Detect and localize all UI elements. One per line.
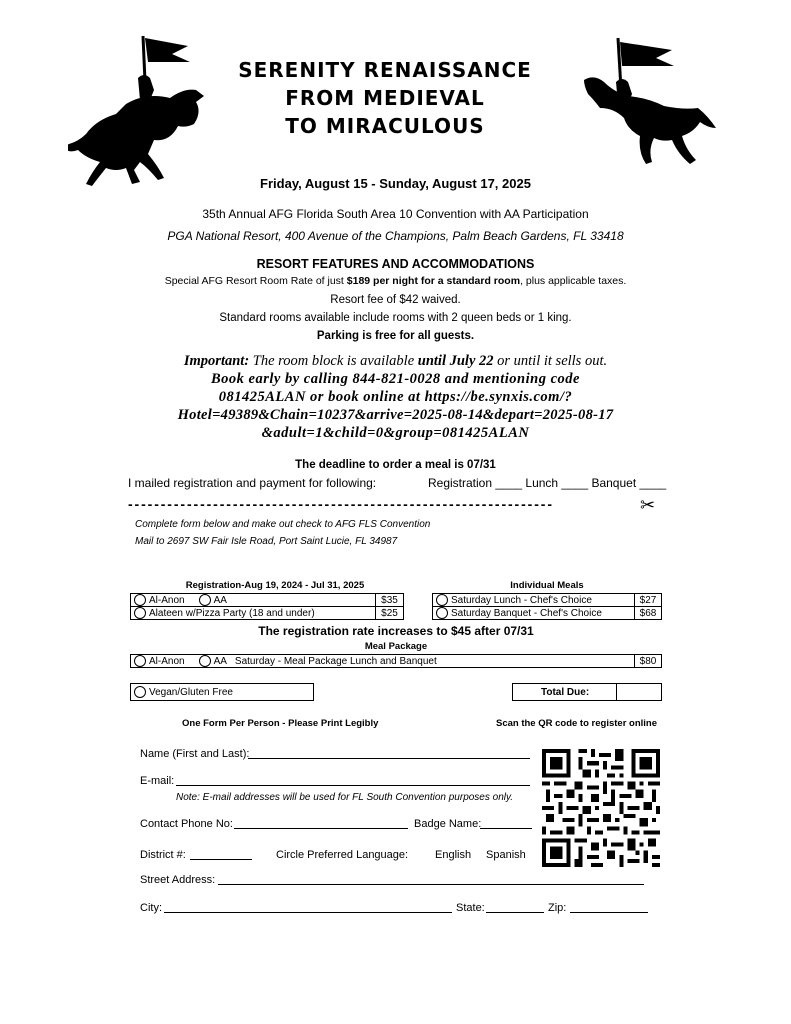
form-note: One Form Per Person - Please Print Legibly xyxy=(182,718,379,729)
package-option-al-anon: Al-Anon xyxy=(149,655,185,667)
important-line-3: 081425ALAN or book online at https://be.synxis.com/? xyxy=(218,389,573,405)
package-label: Saturday - Meal Package Lunch and Banquet xyxy=(234,655,437,667)
radio-alateen[interactable] xyxy=(134,607,146,619)
event-dates: Friday, August 15 - Sunday, August 17, 2025 xyxy=(260,176,531,191)
knight-left-image xyxy=(68,34,210,194)
registration-row-2 xyxy=(130,606,404,620)
important-until: until July 22 xyxy=(417,353,494,369)
title-line-3: TO MIRACULOUS xyxy=(285,114,485,138)
option-alateen: Alateen w/Pizza Party (18 and under) xyxy=(149,607,315,619)
district-label: District #: xyxy=(140,849,186,861)
registration-heading: Registration-Aug 19, 2024 - Jul 31, 2025 xyxy=(185,580,365,591)
city-field[interactable] xyxy=(164,912,452,913)
radio-al-anon[interactable] xyxy=(134,594,146,606)
email-note: Note: E-mail addresses will be used for FL South Convention purposes only. xyxy=(176,792,514,803)
qr-note: Scan the QR code to register online xyxy=(496,718,658,729)
meal-package-row xyxy=(130,654,662,668)
meal-row-lunch xyxy=(432,593,662,607)
radio-aa[interactable] xyxy=(199,594,211,606)
scissors-icon: ✂ xyxy=(640,495,656,515)
important-line-4: Hotel=49389&Chain=10237&arrive=2025-08-14&depart=2025-08-17 xyxy=(177,407,614,423)
option-aa: AA xyxy=(213,594,227,606)
rate-pre: Special AFG Resort Room Rate of just xyxy=(164,275,347,287)
vegan-label: Vegan/Gluten Free xyxy=(149,686,233,698)
total-due-box xyxy=(512,683,662,701)
vegan-option xyxy=(130,683,314,701)
option-al-anon: Al-Anon xyxy=(149,594,185,606)
name-label: Name (First and Last): xyxy=(140,748,250,760)
radio-lunch[interactable] xyxy=(436,594,448,606)
meals-heading: Individual Meals xyxy=(510,580,584,591)
mail-instructions-2: Mail to 2697 SW Fair Isle Road, Port Saint Lucie, FL 34987 xyxy=(135,536,398,547)
event-venue: PGA National Resort, 400 Avenue of the Champions, Palm Beach Gardens, FL 33418 xyxy=(167,229,624,243)
phone-field[interactable] xyxy=(234,828,408,829)
rate-post: , plus applicable taxes. xyxy=(520,275,627,287)
event-subtitle: 35th Annual AFG Florida South Area 10 Convention with AA Participation xyxy=(202,207,589,221)
rate-increase-note: The registration rate increases to $45 after 07/31 xyxy=(258,624,534,638)
state-field[interactable] xyxy=(486,912,544,913)
mail-instructions-1: Complete form below and make out check to AFG FLS Convention xyxy=(135,519,431,530)
important-line-5: &adult=1&child=0&group=081425ALAN xyxy=(261,425,530,441)
important-line-1 xyxy=(0,352,791,370)
total-due-label: Total Due: xyxy=(541,686,590,698)
price-cell: $25 xyxy=(375,607,403,619)
radio-banquet[interactable] xyxy=(436,607,448,619)
resort-rate xyxy=(0,275,791,287)
zip-field[interactable] xyxy=(570,912,648,913)
badge-label: Badge Name: xyxy=(414,818,482,830)
important-text1: The room block is available xyxy=(249,353,418,369)
rate-bold: $189 per night for a standard room xyxy=(346,275,521,287)
important-text2: or until it sells out. xyxy=(493,353,608,369)
qr-code-image[interactable] xyxy=(542,748,660,868)
language-label: Circle Preferred Language: xyxy=(276,849,409,861)
radio-package-aa[interactable] xyxy=(199,655,211,667)
meal-banquet-label: Saturday Banquet - Chef's Choice xyxy=(451,607,602,619)
price-cell: $80 xyxy=(634,655,661,667)
district-field[interactable] xyxy=(190,859,252,860)
price-cell: $68 xyxy=(634,607,661,619)
street-label: Street Address: xyxy=(140,874,216,886)
state-label: State: xyxy=(456,902,485,914)
language-english[interactable]: English xyxy=(435,849,472,861)
mailed-items: Registration ____ Lunch ____ Banquet ____ xyxy=(428,476,667,490)
registration-row-1 xyxy=(130,593,404,607)
meal-row-banquet xyxy=(432,606,662,620)
language-spanish[interactable]: Spanish xyxy=(486,849,526,861)
important-block xyxy=(0,352,791,442)
event-title xyxy=(200,56,570,140)
meal-deadline: The deadline to order a meal is 07/31 xyxy=(295,459,496,471)
city-label: City: xyxy=(140,902,162,914)
important-line-2: Book early by calling 844-821-0028 and mentioning code xyxy=(211,371,580,387)
street-field[interactable] xyxy=(218,884,644,885)
title-line-1: SERENITY RENAISSANCE xyxy=(238,58,532,82)
resort-fee: Resort fee of $42 waived. xyxy=(330,294,461,306)
zip-label: Zip: xyxy=(548,902,567,914)
title-line-2: FROM MEDIEVAL xyxy=(285,86,485,110)
badge-field[interactable] xyxy=(480,828,532,829)
price-cell: $35 xyxy=(375,594,403,606)
mailed-text: I mailed registration and payment for following: xyxy=(128,476,377,490)
email-field[interactable] xyxy=(176,785,530,786)
radio-vegan[interactable] xyxy=(134,686,146,698)
knight-right-image xyxy=(576,36,716,196)
meal-package-heading: Meal Package xyxy=(364,641,428,652)
resort-heading: RESORT FEATURES AND ACCOMMODATIONS xyxy=(256,257,535,271)
meal-lunch-label: Saturday Lunch - Chef's Choice xyxy=(451,594,592,606)
price-cell: $27 xyxy=(634,594,661,606)
important-label: Important: xyxy=(183,353,250,369)
resort-parking: Parking is free for all guests. xyxy=(316,330,475,342)
package-option-aa: AA xyxy=(213,655,227,667)
email-label: E-mail: xyxy=(140,775,175,787)
cut-line: - - - - - - - - - - - - - - - - - - - - - - - - - - - - - - - - - - - - - - - - - - - - - - - - - - - - - - - - - - - - - - - - - xyxy=(128,496,551,512)
phone-label: Contact Phone No: xyxy=(140,818,233,830)
radio-package-al-anon[interactable] xyxy=(134,655,146,667)
name-field[interactable] xyxy=(248,758,530,759)
total-due-field[interactable] xyxy=(616,684,661,700)
resort-rooms: Standard rooms available include rooms with 2 queen beds or 1 king. xyxy=(219,312,572,324)
